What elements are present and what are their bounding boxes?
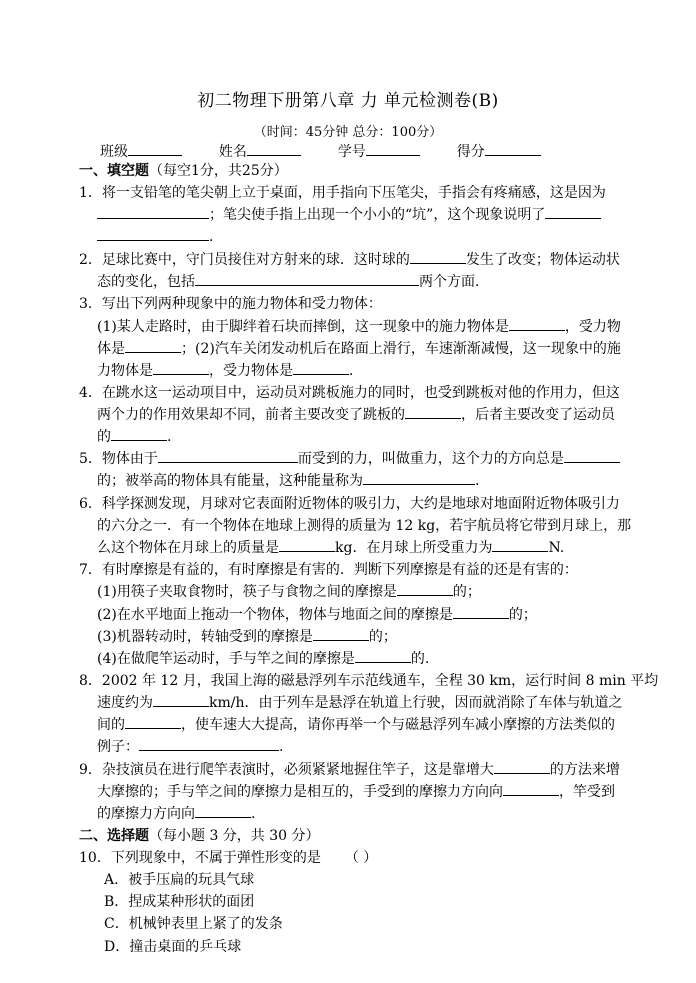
question-8-cont bbox=[97, 692, 623, 712]
q1-text-3: . bbox=[209, 229, 214, 245]
question-3-cont bbox=[97, 316, 621, 336]
q8-text-6: 例子： bbox=[97, 739, 139, 755]
section-heading: 二、选择题 bbox=[79, 828, 149, 844]
q3-text-3: ，受力物 bbox=[564, 319, 621, 335]
option-b-text: B．捏成某种形状的面团 bbox=[104, 894, 255, 910]
q6-blank-2[interactable] bbox=[492, 537, 548, 552]
q8-text: 8．2002 年 12 月，我国上海的磁悬浮列车示范线通车，全程 30 km，运行时间 8 min 平均 bbox=[79, 673, 659, 689]
question-1 bbox=[79, 182, 606, 202]
question-6 bbox=[79, 493, 620, 513]
option-c[interactable] bbox=[104, 913, 283, 933]
q4-text-4: 的 bbox=[97, 429, 111, 445]
q8-blank-2[interactable] bbox=[125, 714, 181, 729]
q7-item-2-text: (2)在水平地面上拖动一个物体，物体与地面之间的摩擦是 bbox=[97, 607, 453, 623]
option-b[interactable] bbox=[104, 891, 254, 911]
q7-blank-3[interactable] bbox=[313, 626, 369, 641]
class-blank[interactable] bbox=[128, 141, 182, 156]
q8-text-7: . bbox=[279, 739, 284, 755]
question-4-cont bbox=[97, 404, 615, 424]
option-a[interactable] bbox=[104, 869, 254, 889]
id-blank[interactable] bbox=[366, 141, 420, 156]
q7-item-3-end: 的； bbox=[368, 629, 397, 645]
q5-text: 5．物体由于 bbox=[79, 451, 158, 467]
q1-text-2: ；笔尖使手指上出现一个小小的“坑”，这个现象说明了 bbox=[209, 207, 546, 223]
q7-blank-2[interactable] bbox=[453, 604, 509, 619]
question-8-cont2 bbox=[97, 714, 615, 734]
q8-text-2: 速度约为 bbox=[97, 695, 153, 711]
q7-text: 7．有时摩擦是有益的，有时摩擦是有害的．判断下列摩擦是有益的还是有害的： bbox=[79, 562, 578, 578]
question-5-cont bbox=[97, 470, 479, 490]
id-label: 学号 bbox=[337, 144, 366, 160]
question-2-cont bbox=[97, 271, 489, 291]
q5-text-4: . bbox=[475, 473, 480, 489]
q3-text-6: 力物体是 bbox=[97, 363, 153, 379]
q5-blank-1[interactable] bbox=[158, 448, 298, 463]
q3-text: 3．写出下列两种现象中的施力物体和受力物体： bbox=[79, 296, 382, 312]
q1-text: 1．将一支铅笔的笔尖朝上立于桌面，用手指向下压笔尖，手指会有疼痛感，这是因为 bbox=[79, 185, 606, 201]
question-3-cont2 bbox=[97, 338, 621, 358]
option-c-text: C．机械钟表里上紧了的发条 bbox=[104, 916, 283, 932]
q2-text-2: 发生了改变；物体运动状 bbox=[465, 252, 620, 268]
exam-subtitle: （时间：45分钟 总分：100分） bbox=[253, 125, 443, 140]
q8-text-5: ，使车速大大提高，请你再举一个与磁悬浮列车减小摩擦的方法类似的 bbox=[181, 717, 615, 733]
q7-item-2-end: 的； bbox=[508, 607, 537, 623]
q3-blank-3[interactable] bbox=[153, 360, 209, 375]
question-6-cont2 bbox=[97, 537, 564, 557]
q2-text-4: 两个方面． bbox=[419, 274, 489, 290]
q4-text-2: 两个力的作用效果却不同，前者主要改变了跳板的 bbox=[97, 407, 405, 423]
option-d[interactable] bbox=[104, 936, 241, 956]
section-fill-in bbox=[79, 160, 288, 180]
question-10 bbox=[79, 847, 377, 867]
question-5 bbox=[79, 448, 620, 468]
q7-item-1-end: 的； bbox=[452, 584, 481, 600]
q7-blank-1[interactable] bbox=[397, 581, 453, 596]
question-9 bbox=[79, 759, 620, 779]
q7-item-4-text: (4)在做爬竿运动时，手与竿之间的摩擦是 bbox=[97, 651, 355, 667]
score-blank[interactable] bbox=[485, 141, 541, 156]
q3-text-2: (1)某人走路时，由于脚绊着石块而摔倒，这一现象中的施力物体是 bbox=[97, 319, 509, 335]
q9-text-2: 的方法来增 bbox=[549, 762, 620, 778]
question-1-cont bbox=[97, 204, 601, 224]
q9-text-3: 大摩擦的；手与竿之间的摩擦力是相互的，手受到的摩擦力方向向 bbox=[97, 784, 503, 800]
q1-blank-1[interactable] bbox=[97, 204, 209, 219]
name-blank[interactable] bbox=[247, 141, 301, 156]
q3-text-4: 体是 bbox=[97, 341, 125, 357]
q7-item-3-text: (3)机器转动时，转轴受到的摩擦是 bbox=[97, 629, 313, 645]
question-8 bbox=[79, 670, 658, 690]
q9-blank-3[interactable] bbox=[195, 803, 251, 818]
q4-text: 4．在跳水这一运动项目中，运动员对跳板施力的同时，也受到跳板对他的作用力，但这 bbox=[79, 385, 620, 401]
q3-text-8: . bbox=[349, 363, 354, 379]
option-d-text: D．撞击桌面的乒乓球 bbox=[104, 939, 242, 955]
q9-text-4: ，竿受到 bbox=[559, 784, 615, 800]
question-7-item-1 bbox=[97, 581, 481, 601]
q4-blank-2[interactable] bbox=[111, 426, 167, 441]
q7-item-4-end: 的. bbox=[410, 651, 430, 667]
q2-text: 2．足球比赛中，守门员接住对方射来的球．这时球的 bbox=[79, 252, 410, 268]
q4-text-3: ，后者主要改变了运动员 bbox=[461, 407, 615, 423]
question-6-cont bbox=[97, 515, 631, 535]
question-3 bbox=[79, 293, 382, 313]
section-note: （每小题 3 分，共 30 分） bbox=[149, 828, 320, 844]
q1-blank-3[interactable] bbox=[97, 226, 209, 241]
question-9-cont2 bbox=[97, 803, 255, 823]
q6-text: 6．科学探测发现，月球对它表面附近物体的吸引力，大约是地球对地面附近物体吸引力 bbox=[79, 496, 620, 512]
q6-text-4: kg．在月球上所受重力为 bbox=[335, 540, 493, 556]
q6-text-5: N. bbox=[548, 540, 565, 556]
q5-blank-3[interactable] bbox=[363, 470, 475, 485]
question-7-item-2 bbox=[97, 604, 537, 624]
question-4-cont2 bbox=[97, 426, 171, 446]
section-multiple-choice bbox=[79, 825, 320, 845]
q9-blank-1[interactable] bbox=[494, 759, 550, 774]
q9-blank-2[interactable] bbox=[503, 781, 559, 796]
name-label: 姓名 bbox=[218, 144, 247, 160]
section-heading: 一、填空题 bbox=[79, 163, 149, 179]
q8-text-3: km/h．由于列车是悬浮在轨道上行驶，因而就消除了车体与轨道之 bbox=[209, 695, 623, 711]
question-8-cont3 bbox=[97, 736, 283, 756]
q7-item-1-text: (1)用筷子夹取食物时，筷子与食物之间的摩擦是 bbox=[97, 584, 397, 600]
q2-text-3: 态的变化，包括 bbox=[97, 274, 195, 290]
q3-text-7: ，受力物体是 bbox=[209, 363, 293, 379]
question-3-cont3 bbox=[97, 360, 353, 380]
q8-text-4: 间的 bbox=[97, 717, 125, 733]
section-note: （每空1分，共25分） bbox=[149, 163, 288, 179]
q7-blank-4[interactable] bbox=[355, 648, 411, 663]
page-title: 初二物理下册第八章 力 单元检测卷(B) bbox=[197, 91, 499, 111]
q2-blank-1[interactable] bbox=[410, 249, 466, 264]
question-1-cont2 bbox=[97, 226, 213, 245]
q3-blank-1[interactable] bbox=[509, 316, 565, 331]
question-4 bbox=[79, 382, 620, 402]
q4-text-5: . bbox=[167, 429, 172, 445]
q4-blank-1[interactable] bbox=[405, 404, 461, 419]
question-7-item-3 bbox=[97, 626, 397, 646]
q2-blank-2[interactable] bbox=[195, 271, 419, 286]
q10-answer-paren[interactable]: （ ） bbox=[344, 850, 378, 866]
q8-blank-1[interactable] bbox=[153, 692, 209, 707]
question-7 bbox=[79, 559, 578, 579]
q6-text-2: 的六分之一．有一个物体在地球上测得的质量为 12 kg，若宇航员将它带到月球上，那 bbox=[97, 518, 632, 534]
q1-blank-2[interactable] bbox=[545, 204, 601, 219]
q9-text-5: 的摩擦力方向向 bbox=[97, 806, 195, 822]
class-label: 班级 bbox=[100, 144, 128, 160]
q9-text-6: . bbox=[251, 806, 256, 822]
q3-text-5: ；(2)汽车关闭发动机后在路面上滑行，车速渐渐减慢，这一现象中的施 bbox=[181, 341, 621, 357]
q6-blank-1[interactable] bbox=[279, 537, 335, 552]
question-9-cont bbox=[97, 781, 615, 801]
q9-text: 9．杂技演员在进行爬竿表演时，必须紧紧地握住竿子，这是靠增大 bbox=[79, 762, 494, 778]
q3-blank-4[interactable] bbox=[293, 360, 349, 375]
q10-stem: 10．下列现象中，不属于弹性形变的是 bbox=[79, 850, 321, 866]
q5-text-2: 而受到的力，叫做重力，这个力的方向总是 bbox=[297, 451, 564, 467]
student-info-row bbox=[100, 141, 620, 161]
q6-text-3: 么这个物体在月球上的质量是 bbox=[97, 540, 279, 556]
q3-blank-2[interactable] bbox=[125, 338, 181, 353]
q5-text-3: 的；被举高的物体具有能量，这种能量称为 bbox=[97, 473, 363, 489]
question-2 bbox=[79, 249, 620, 269]
question-7-item-4 bbox=[97, 648, 429, 668]
q8-blank-3[interactable] bbox=[139, 736, 279, 751]
score-label: 得分 bbox=[456, 144, 485, 160]
option-a-text: A．被手压扁的玩具气球 bbox=[104, 872, 255, 888]
q5-blank-2[interactable] bbox=[564, 448, 620, 463]
